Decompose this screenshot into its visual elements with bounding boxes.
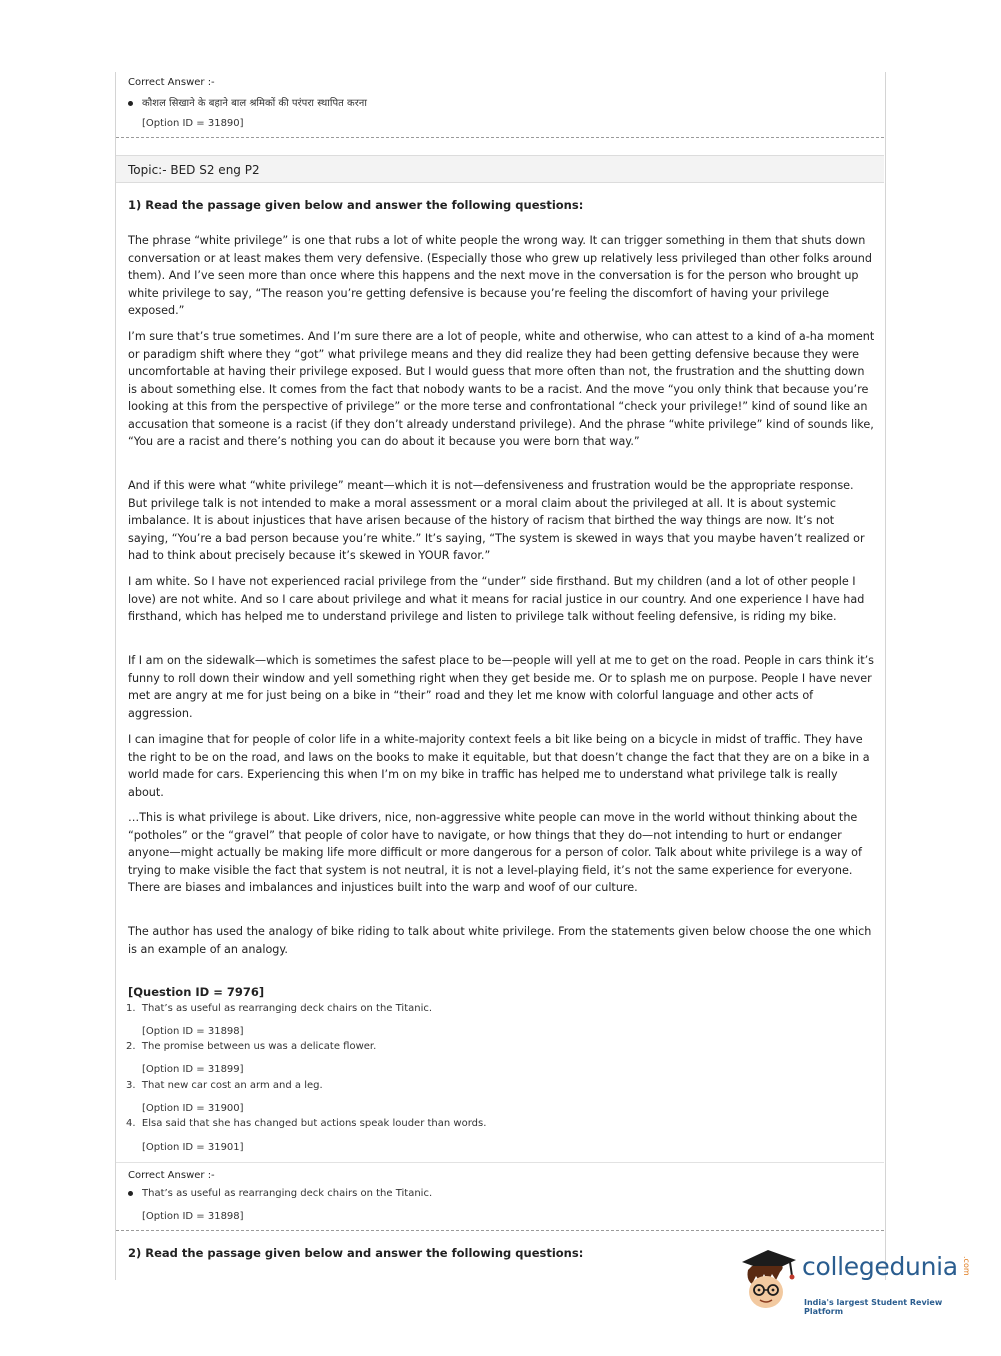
prev-option-id: [Option ID = 31890]: [142, 118, 244, 129]
option-number: 4.: [126, 1118, 136, 1129]
divider: [116, 1230, 884, 1231]
correct-answer-text: That’s as useful as rearranging deck chairs on the Titanic.: [142, 1188, 433, 1199]
option-item: [126, 1003, 432, 1014]
bullet-icon: [128, 101, 133, 106]
passage-paragraph: And if this were what “white privilege” meant—which it is not—defensiveness and frustration would be the appropriate response. But privilege talk is not intended to make a moral assessment or a moral claim about the privileged at all. It is about systemic imbalance. It is about injustices that have arisen because of the history of racism that birthed the way things are now. It’s not saying, “You’re a bad person because you’re white.” It’s saying, “The system is skewed in ways that you maybe haven’t realized or had to think about precisely because it’s skewed in YOUR favor.”: [128, 479, 865, 562]
option-id: [Option ID = 31899]: [142, 1064, 244, 1075]
option-id: [Option ID = 31901]: [142, 1142, 244, 1153]
prev-answer-text: कौशल सिखाने के बहाने बाल श्रमिकों की परंपरा स्थापित करना: [142, 98, 367, 109]
option-item: [126, 1118, 486, 1129]
divider: [116, 137, 884, 138]
correct-answer-label: Correct Answer :-: [128, 1170, 215, 1181]
prev-correct-answer-label: Correct Answer :-: [128, 77, 215, 88]
logo-suffix: .com: [962, 1256, 971, 1276]
divider: [116, 1162, 884, 1163]
question-id: [Question ID = 7976]: [128, 985, 265, 999]
passage-paragraph: If I am on the sidewalk—which is sometimes the safest place to be—people will yell at me to get on the road. People in cars think it’s funny to roll down their window and yell something right when they get beside me. Or to splash me on purpose. People I have never met are angry at me for just being on a bike in “their” road and they let me know with colorful language and other acts of aggression.: [128, 654, 875, 720]
option-number: 2.: [126, 1041, 136, 1052]
passage-paragraph: I am white. So I have not experienced racial privilege from the “under” side firsthand. But my children (and a lot of other people I love) are not white. And so I care about privilege and what it means for racial justice in our country. And one experience I have had firsthand, which has helped me to understand privilege and listen to privilege talk without feeling defensive, is riding my bike.: [128, 575, 865, 623]
option-text: The promise between us was a delicate flower.: [141, 1041, 377, 1052]
passage-paragraph: …This is what privilege is about. Like drivers, nice, non-aggressive white people can move in the world without thinking about the “potholes” or the “gravel” that people of color have to navigate, or how things that they do—not intending to hurt or endanger anyone—might actually be making life more difficult or more dangerous for a person of color. Talk about white privilege is a way of trying to make visible the fact that system is not neutral, it is not a level-playing field, it’s not the same experience for everyone. There are biases and imbalances and injustices built into the warp and woof of our culture.: [128, 811, 862, 894]
mascot-icon: [738, 1246, 802, 1312]
passage-paragraph: I’m sure that’s true sometimes. And I’m sure there are a lot of people, white and otherwise, who can attest to a kind of a-ha moment or paradigm shift where they “got” what privilege means and they did realize they had been getting defensive because they were uncomfortable at having their privilege exposed. But I would guess that more often than not, the frustration and the shutting down is about something else. It comes from the fact that nobody wants to be a racist. And the move “you only think that because you’re looking at this from the perspective of privilege” or the more terse and confrontational “check your privilege!” kind of sound like an accusation that someone is a racist (if they don’t already understand privilege). And the phrase “white privilege” kind of sounds like, “You are a racist and there’s nothing you can do about it because you were born that way.”: [128, 330, 875, 448]
option-item: [126, 1041, 376, 1052]
option-id: [Option ID = 31900]: [142, 1103, 244, 1114]
collegedunia-logo: [738, 1246, 978, 1316]
correct-answer-option-id: [Option ID = 31898]: [142, 1211, 244, 1222]
question-2-heading: 2) Read the passage given below and answer the following questions:: [128, 1246, 584, 1260]
option-text: Elsa said that she has changed but actions speak louder than words.: [141, 1118, 487, 1129]
topic-bar: Topic:- BED S2 eng P2: [116, 155, 884, 183]
option-text: That new car cost an arm and a leg.: [141, 1080, 323, 1091]
option-item: [126, 1080, 323, 1091]
option-id: [Option ID = 31898]: [142, 1026, 244, 1037]
passage-paragraph: The phrase “white privilege” is one that rubs a lot of white people the wrong way. It can trigger something in them that shuts down conversation or at least makes them very defensive. (Especially those who grew up relatively less privileged than other folks around them). And I’ve seen more than once where this happens and the next move in the conversation is for the person who brought up white privilege to say, “The reason you’re getting defensive is because you’re feeling the discomfort of having your privilege exposed.”: [128, 234, 872, 317]
logo-tagline: India's largest Student Review Platform: [804, 1298, 943, 1316]
option-number: 1.: [126, 1003, 136, 1014]
question-1-heading: 1) Read the passage given below and answer the following questions:: [128, 198, 584, 212]
logo-name: collegedunia: [802, 1252, 958, 1281]
passage-paragraph: I can imagine that for people of color life in a white-majority context feels a bit like being on a bicycle in midst of traffic. They have the right to be on the road, and laws on the books to make it equitable, but that doesn’t change the fact that they are on a bike in a world made for cars. Experiencing this when I’m on my bike in traffic has helped me to understand what privilege talk is really about.: [128, 733, 870, 799]
correct-answer: [128, 1188, 432, 1199]
prev-correct-answer: [128, 95, 367, 109]
question-prompt: The author has used the analogy of bike riding to talk about white privilege. From the statements given below choose the one which is an example of an analogy.: [128, 925, 872, 956]
bullet-icon: [128, 1191, 133, 1196]
option-text: That’s as useful as rearranging deck chairs on the Titanic.: [141, 1003, 433, 1014]
option-number: 3.: [126, 1080, 136, 1091]
